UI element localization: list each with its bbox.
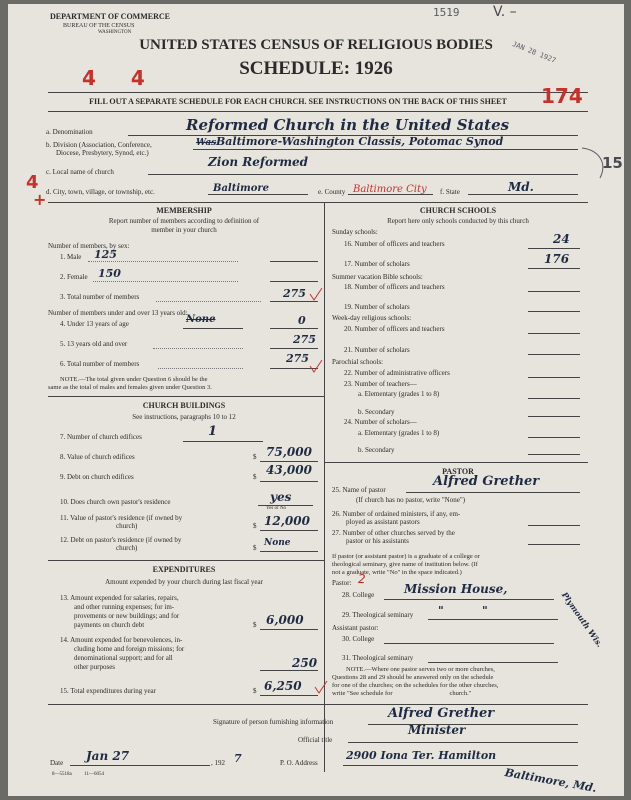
q18-label: 18. Number of officers and teachers xyxy=(344,283,445,291)
q6-value: 275 xyxy=(286,352,309,365)
red-mark-44: 4 4 xyxy=(82,66,159,90)
received-date-stamp: JAN 28 1927 xyxy=(511,40,557,65)
state-label: f. State xyxy=(440,188,460,196)
q4-value-2: 0 xyxy=(298,314,306,327)
official-title-label: Official title xyxy=(298,736,333,744)
po-address-value: 2900 Iona Ter. Hamilton xyxy=(346,749,497,762)
q13-label-b: and other running expenses; for im- xyxy=(74,603,175,611)
q10-hint: Yes or No xyxy=(266,506,287,511)
red-number-174: 174 xyxy=(541,84,583,108)
q9-value: 43,000 xyxy=(266,463,312,477)
pastor-note-4: write "See schedule for church." xyxy=(332,690,472,697)
q4-label: 4. Under 13 years of age xyxy=(60,320,129,328)
membership-sub-1: Report number of members according to definition of xyxy=(108,217,260,225)
membership-note-2: same as the total of males and females given under Question 3. xyxy=(48,384,212,391)
q19-label: 19. Number of scholars xyxy=(344,303,410,311)
official-title-value: Minister xyxy=(408,723,466,737)
state-value: Md. xyxy=(508,180,534,194)
signature-label: Signature of person furnishing information xyxy=(213,718,334,726)
city-label: d. City, town, village, or township, etc. xyxy=(46,188,155,196)
q12-value: None xyxy=(264,538,291,548)
q25-label: 25. Name of pastor xyxy=(332,486,386,494)
q26-label-a: 26. Number of ordained ministers, if any, em- xyxy=(332,510,461,518)
po-address-label: P. O. Address xyxy=(280,759,318,767)
schedule-title: SCHEDULE: 1926 xyxy=(239,58,393,79)
po-address-value-2: Baltimore, Md. xyxy=(503,766,598,795)
summer-schools-label: Summer vacation Bible schools: xyxy=(332,273,423,281)
q8-value: 75,000 xyxy=(266,445,312,459)
buildings-heading: CHURCH BUILDINGS xyxy=(142,401,226,410)
division-label-1: b. Division (Association, Conference, xyxy=(46,141,152,149)
q26-label-b: ployed as assistant pastors xyxy=(346,518,420,526)
membership-note-1: NOTE.—The total given under Question 6 should be the xyxy=(60,376,208,383)
q8-label: 8. Value of church edifices xyxy=(60,453,135,461)
date-label: Date xyxy=(50,759,64,767)
q27-label-a: 27. Number of other churches served by the xyxy=(332,529,455,537)
membership-sub-2: member in your church xyxy=(151,226,217,234)
assistant-pastor-label: Assistant pastor: xyxy=(332,624,379,632)
q1-value: 125 xyxy=(94,248,117,261)
q2-value: 150 xyxy=(98,267,121,280)
red-mark-left: 4 xyxy=(26,172,39,193)
graduate-note-3: not a graduate, write "No" in the space indicated.) xyxy=(332,569,462,576)
q4-value: None xyxy=(186,314,216,325)
year-value: 7 xyxy=(234,752,242,765)
q23a-label: a. Elementary (grades 1 to 8) xyxy=(358,390,440,398)
weekday-schools-label: Week-day religious schools: xyxy=(332,314,412,322)
q23b-label: b. Secondary xyxy=(358,408,395,416)
q20-label: 20. Number of officers and teachers xyxy=(344,325,445,333)
q11-dollar: $ xyxy=(253,522,257,530)
q12-label-b: church) xyxy=(116,544,138,552)
q5-value: 275 xyxy=(293,333,316,346)
membership-heading: MEMBERSHIP xyxy=(156,206,212,215)
pastor-note-1: NOTE.—Where one pastor serves two or more churches, xyxy=(346,666,495,673)
q9-label: 9. Debt on church edifices xyxy=(60,473,134,481)
q14-label-b: cluding home and foreign missions; for xyxy=(74,645,185,653)
q15-label: 15. Total expenditures during year xyxy=(60,687,156,695)
q13-dollar: $ xyxy=(253,621,257,629)
form-title: UNITED STATES CENSUS OF RELIGIOUS BODIES xyxy=(139,37,493,53)
q14-label-d: other purposes xyxy=(74,663,116,671)
expenditures-heading: EXPENDITURES xyxy=(152,565,216,574)
q6-label: 6. Total number of members xyxy=(60,360,140,368)
q11-label-b: church) xyxy=(116,522,138,530)
graduate-note-1: If pastor (or assistant pastor) is a graduate of a college or xyxy=(332,553,480,560)
graduate-note-2: theological seminary, give name of institution below. (If xyxy=(332,561,478,568)
q5-label: 5. 13 years old and over xyxy=(60,340,128,348)
q28-extra: Plymouth Wis. xyxy=(559,590,606,649)
side-mark-15: 15 xyxy=(602,154,623,172)
date-value: Jan 27 xyxy=(86,749,130,763)
q13-label-c: provements or new buildings; and for xyxy=(74,612,180,620)
dept-name: DEPARTMENT OF COMMERCE xyxy=(50,12,171,21)
q9-dollar: $ xyxy=(253,473,257,481)
q14-label-a: 14. Amount expended for benevolences, in- xyxy=(60,636,183,644)
by-sex-label: Number of members, by sex: xyxy=(48,242,130,250)
q31-label: 31. Theological seminary xyxy=(342,654,414,662)
parochial-schools-label: Parochial schools: xyxy=(332,358,384,366)
bureau-city: WASHINGTON xyxy=(98,30,132,35)
q13-label-d: payments on church debt xyxy=(74,621,145,629)
q7-label: 7. Number of church edifices xyxy=(60,433,142,441)
q28-value: Mission House, xyxy=(404,582,508,596)
year-prefix: , 192 xyxy=(211,759,225,767)
q30-label: 30. College xyxy=(342,635,375,643)
red-mark-2: 2 xyxy=(358,572,366,586)
schools-sub: Report here only schools conducted by this church xyxy=(387,217,529,225)
q14-value: 250 xyxy=(292,656,318,670)
pencil-mark-right xyxy=(578,144,618,184)
q14-label-c: denominational support; and for all xyxy=(74,654,173,662)
q3-value: 275 xyxy=(283,287,306,300)
q7-value: 1 xyxy=(208,424,218,439)
q25-value: Alfred Grether xyxy=(433,474,540,489)
q8-dollar: $ xyxy=(253,453,257,461)
county-value: Baltimore City xyxy=(353,184,427,195)
pastor-heading: PASTOR xyxy=(442,467,474,476)
form-number: 8—5518a 11—6054 xyxy=(52,772,105,777)
county-label: e. County xyxy=(318,188,346,196)
division-value: Baltimore-Washington Classis, Potomac Synod xyxy=(216,135,504,148)
q22-label: 22. Number of administrative officers xyxy=(344,369,450,377)
division-struck: Was xyxy=(196,138,217,148)
q12-dollar: $ xyxy=(253,544,257,552)
expenditures-sub: Amount expended by your church during last fiscal year xyxy=(105,578,263,586)
q27-label-b: pastor or his assistants xyxy=(346,537,409,545)
signature-value: Alfred Grether xyxy=(388,706,495,721)
q10-label: 10. Does church own pastor's residence xyxy=(60,498,171,506)
q17-value: 176 xyxy=(544,252,570,266)
local-name-label: c. Local name of church xyxy=(46,168,114,176)
denomination-value: Reformed Church in the United States xyxy=(186,116,510,134)
q29-value: " " xyxy=(438,604,488,617)
q16-label: 16. Number of officers and teachers xyxy=(344,240,445,248)
pastor-note-2: Questions 28 and 29 should be answered only on the schedule xyxy=(332,674,494,681)
q21-label: 21. Number of scholars xyxy=(344,346,410,354)
fill-instruction: FILL OUT A SEPARATE SCHEDULE FOR EACH CHURCH. SEE INSTRUCTIONS ON THE BACK OF THIS SHEET xyxy=(89,97,507,106)
q15-dollar: $ xyxy=(253,687,257,695)
q23-label: 23. Number of teachers— xyxy=(344,380,417,388)
q1-label: 1. Male xyxy=(60,253,82,261)
q12-label-a: 12. Debt on pastor's residence (if owned by xyxy=(60,536,182,544)
schools-heading: CHURCH SCHOOLS xyxy=(419,206,497,215)
q29-label: 29. Theological seminary xyxy=(342,611,414,619)
pastor-sub-label: Pastor: xyxy=(332,579,352,587)
q10-value: yes xyxy=(270,490,292,504)
red-check-marks-membership xyxy=(308,284,328,374)
census-schedule-page xyxy=(8,4,624,796)
q13-value: 6,000 xyxy=(266,613,304,627)
q15-value: 6,250 xyxy=(264,679,302,693)
q13-label-a: 13. Amount expended for salaries, repairs, xyxy=(60,594,179,602)
stamp-number: 1519 xyxy=(433,6,460,19)
red-plus-mark: + xyxy=(33,190,47,209)
division-label-2: Diocese, Presbytery, Synod, etc.) xyxy=(56,149,149,157)
q25-hint: (If church has no pastor, write "None") xyxy=(356,496,466,504)
q11-value: 12,000 xyxy=(264,514,310,528)
bureau-name: BUREAU OF THE CENSUS xyxy=(63,23,135,29)
buildings-sub: See instructions, paragraphs 10 to 12 xyxy=(132,413,236,421)
q2-label: 2. Female xyxy=(60,273,88,281)
q16-value: 24 xyxy=(553,232,570,246)
q17-label: 17. Number of scholars xyxy=(344,260,410,268)
check-mark-v: V. – xyxy=(493,4,517,20)
q24a-label: a. Elementary (grades 1 to 8) xyxy=(358,429,440,437)
red-check-mark-total xyxy=(313,679,329,695)
city-value: Baltimore xyxy=(213,183,270,194)
age-head-label: Number of members under and over 13 years old: xyxy=(48,309,188,317)
q24b-label: b. Secondary xyxy=(358,446,395,454)
q28-label: 28. College xyxy=(342,591,375,599)
local-name-value: Zion Reformed xyxy=(208,155,309,169)
q3-label: 3. Total number of members xyxy=(60,293,140,301)
sunday-schools-label: Sunday schools: xyxy=(332,228,378,236)
q24-label: 24. Number of scholars— xyxy=(344,418,417,426)
denomination-label: a. Denomination xyxy=(46,128,93,136)
q11-label-a: 11. Value of pastor's residence (if owned by xyxy=(60,514,183,522)
pastor-note-3: for one of the churches; on the schedules for the other churches, xyxy=(332,682,499,689)
